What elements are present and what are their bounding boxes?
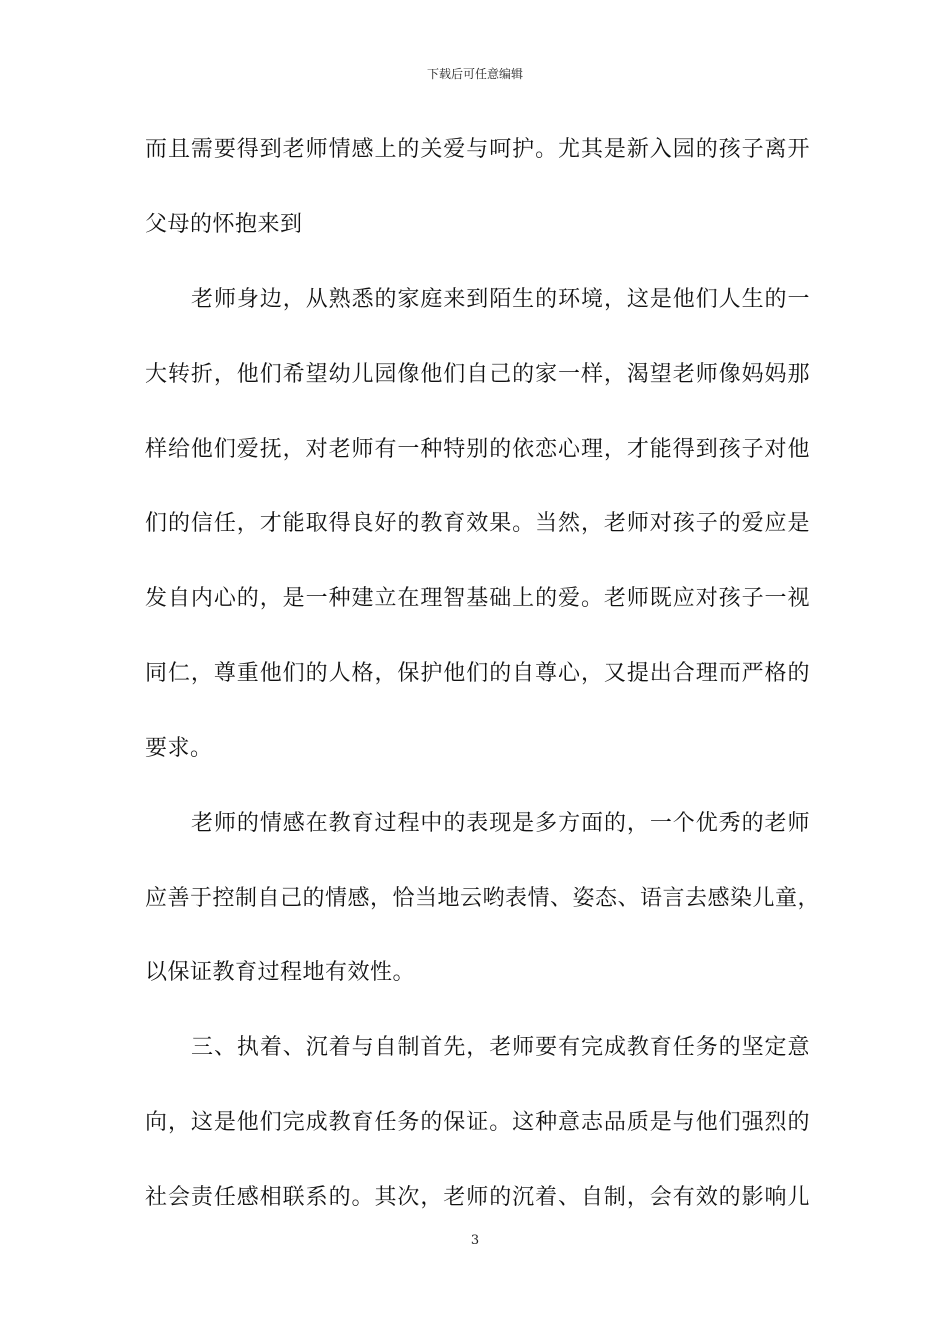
text-line: 而且需要得到老师情感上的关爱与呵护。尤其是新入园的孩子离开 [145, 137, 810, 162]
text-line: 要求。 [145, 736, 213, 761]
text-line: 大转折，他们希望幼儿园像他们自己的家一样，渴望老师像妈妈那 [145, 362, 810, 387]
text-line: 们的信任，才能取得良好的教育效果。当然，老师对孩子的爱应是 [145, 511, 810, 536]
page-number: 3 [470, 1233, 480, 1248]
text-line: 父母的怀抱来到 [145, 212, 303, 237]
text-line: 向，这是他们完成教育任务的保证。这种意志品质是与他们强烈的 [145, 1110, 810, 1135]
text-line: 老师身边，从熟悉的家庭来到陌生的环境，这是他们人生的一 [191, 287, 810, 312]
page-header: 下载后可任意编辑 [426, 67, 523, 81]
text-line: 以保证教育过程地有效性。 [145, 960, 416, 985]
text-line: 样给他们爱抚，对老师有一种特别的依恋心理，才能得到孩子对他 [145, 437, 810, 462]
text-line: 三、执着、沉着与自制首先，老师要有完成教育任务的坚定意 [191, 1035, 810, 1060]
text-line: 同仁，尊重他们的人格，保护他们的自尊心，又提出合理而严格的 [145, 661, 810, 686]
text-line: 应善于控制自己的情感，恰当地云哟表情、姿态、语言去感染儿童， [145, 886, 821, 911]
text-line: 老师的情感在教育过程中的表现是多方面的，一个优秀的老师 [191, 811, 810, 836]
text-line: 发自内心的，是一种建立在理智基础上的爱。老师既应对孩子一视 [145, 586, 810, 611]
text-line: 社会责任感相联系的。其次，老师的沉着、自制，会有效的影响儿 [145, 1185, 810, 1210]
